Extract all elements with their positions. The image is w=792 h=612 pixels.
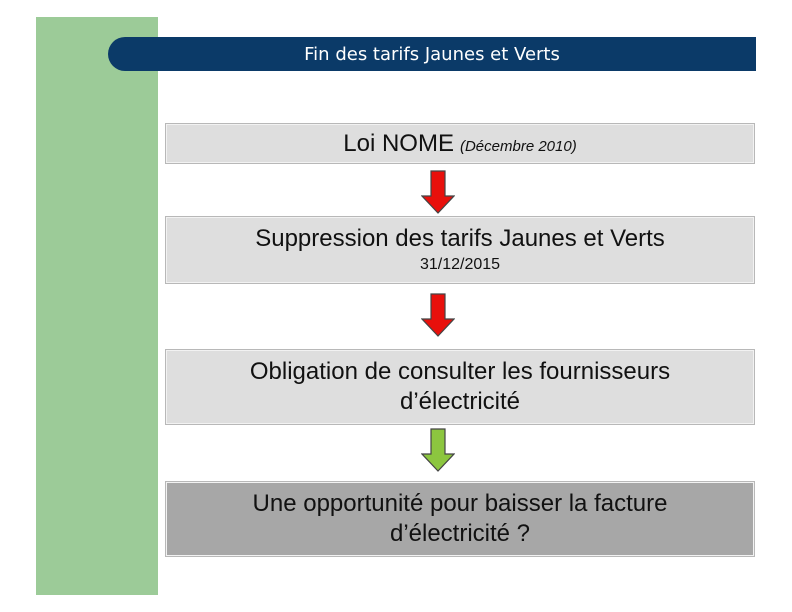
step-opportunite [165, 481, 755, 557]
step-obligation [165, 349, 755, 425]
down-arrow-green-icon [421, 428, 455, 472]
down-arrow-red-icon [421, 170, 455, 214]
step-1-note: (Décembre 2010) [459, 137, 577, 155]
step-1-main: Loi NOME [343, 129, 454, 157]
step-suppression [165, 216, 755, 284]
step-3-line-2: d’électricité [399, 388, 521, 415]
step-2-main: Suppression des tarifs Jaunes et Verts [255, 225, 665, 252]
title-bar [108, 37, 756, 71]
step-3-line-1: Obligation de consulter les fournisseurs [249, 358, 671, 385]
step-4-line-2: d’électricité ? [389, 520, 531, 547]
sidebar-band [36, 17, 158, 595]
down-arrow-red-icon [421, 293, 455, 337]
step-2-date: 31/12/2015 [419, 256, 501, 273]
page-title: Fin des tarifs Jaunes et Verts [304, 43, 560, 65]
step-4-line-1: Une opportunité pour baisser la facture [252, 490, 668, 517]
step-1-line [343, 129, 576, 159]
step-loi-nome [165, 123, 755, 164]
